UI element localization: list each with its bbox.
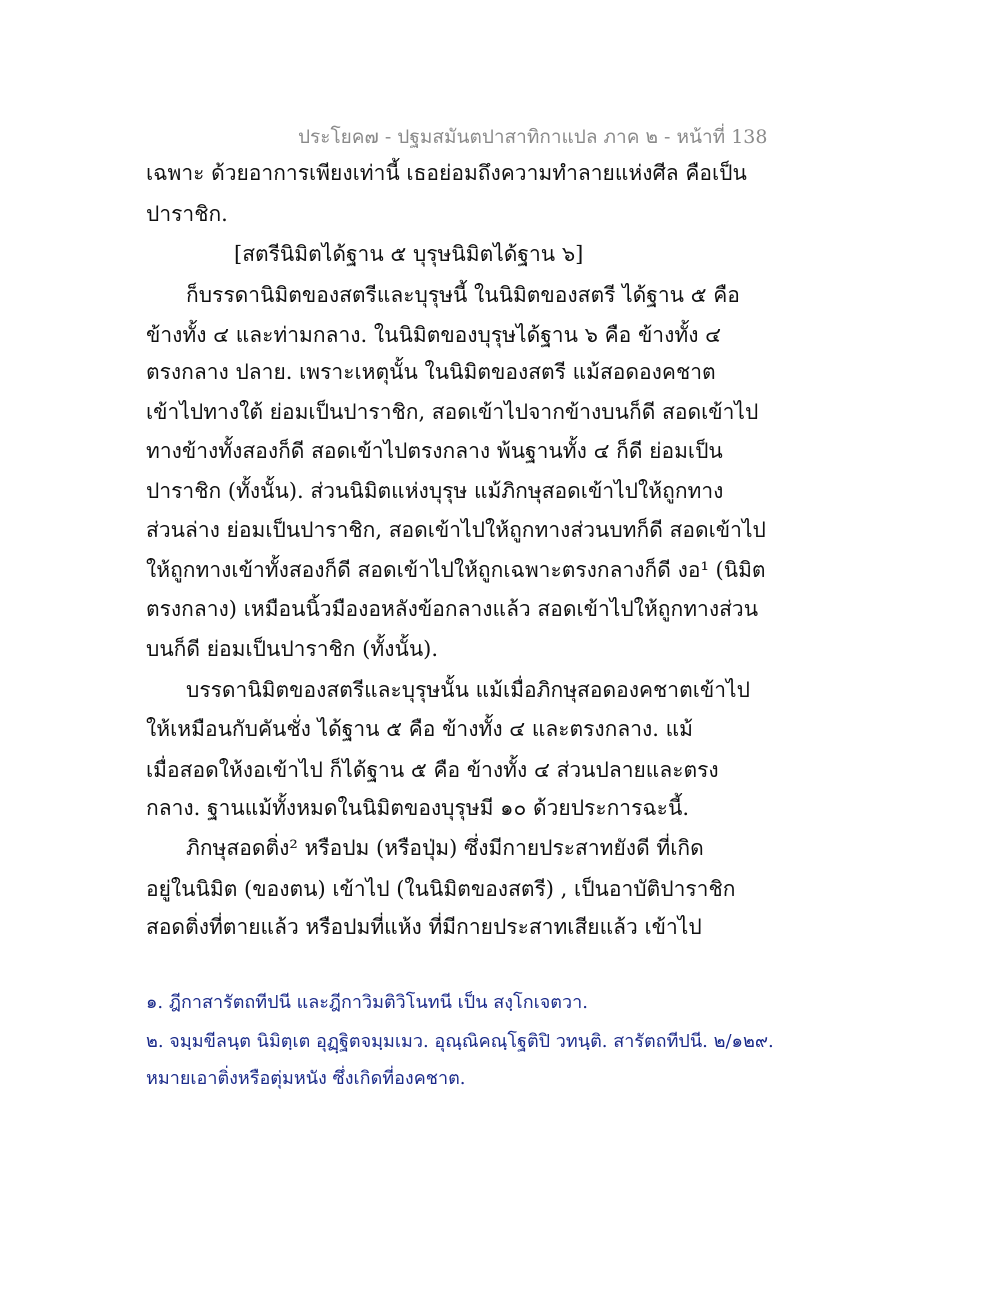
text-line: ตรงกลาง ปลาย. เพราะเหตุนั้น ในนิมิตของสตรี แม้สอดองคชาต (146, 360, 716, 384)
text-line: อยู่ในนิมิต (ของตน) เข้าไป (ในนิมิตของสตรี) , เป็นอาบัติปาราชิก (146, 877, 736, 901)
text-line: กลาง. ฐานแม้ทั้งหมดในนิมิตของบุรุษมี ๑๐ ด้วยประการฉะนี้. (146, 796, 689, 820)
text-line: เฉพาะ ด้วยอาการเพียงเท่านี้ เธอย่อมถึงความทำลายแห่งศีล คือเป็น (146, 161, 747, 185)
text-line: ภิกษุสอดติ่ง² หรือปม (หรือปุ่ม) ซึ่งมีกายประสาทยังดี ที่เกิด (186, 836, 704, 860)
footnote-2-continuation: หมายเอาติ่งหรือตุ่มหนัง ซึ่งเกิดที่องคชาต. (146, 1068, 466, 1089)
text-line: บรรดานิมิตของสตรีและบุรุษนั้น แม้เมื่อภิกษุสอดองคชาตเข้าไป (186, 678, 750, 702)
text-line: ปาราชิก (ทั้งนั้น). ส่วนนิมิตแห่งบุรุษ แม้ภิกษุสอดเข้าไปให้ถูกทาง (146, 479, 724, 503)
text-line: ทางข้างทั้งสองก็ดี สอดเข้าไปตรงกลาง พ้นฐานทั้ง ๔ ก็ดี ย่อมเป็น (146, 439, 723, 463)
text-line: ให้ถูกทางเข้าทั้งสองก็ดี สอดเข้าไปให้ถูกเฉพาะตรงกลางก็ดี งอ¹ (นิมิต (146, 558, 766, 582)
text-line: ให้เหมือนกับคันชั่ง ได้ฐาน ๕ คือ ข้างทั้ง ๔ และตรงกลาง. แม้ (146, 717, 694, 741)
text-line: บนก็ดี ย่อมเป็นปาราชิก (ทั้งนั้น). (146, 637, 439, 661)
footnote-2: ๒. จมฺมขีลนฺต นิมิตฺเต อุฏฺฐิตจมฺมเมว. อุณฺณิคณฺโฐติปิ วทนฺติ. สารัตถทีปนี. ๒/๑๒๙. (146, 1031, 774, 1052)
running-header: ประโยค๗ - ปฐมสมันตปาสาทิกาแปล ภาค ๒ - หน้าที่ 138 (298, 126, 768, 148)
text-line: ก็บรรดานิมิตของสตรีและบุรุษนี้ ในนิมิตของสตรี ได้ฐาน ๕ คือ (186, 283, 740, 307)
text-line: ส่วนล่าง ย่อมเป็นปาราชิก, สอดเข้าไปให้ถูกทางส่วนบทก็ดี สอดเข้าไป (146, 518, 766, 542)
section-heading: [สตรีนิมิตได้ฐาน ๕ บุรุษนิมิตได้ฐาน ๖] (234, 242, 584, 266)
text-line: ปาราชิก. (146, 202, 228, 226)
text-line: สอดติ่งที่ตายแล้ว หรือปมที่แห้ง ที่มีกายประสาทเสียแล้ว เข้าไป (146, 915, 702, 939)
text-line: ข้างทั้ง ๔ และท่ามกลาง. ในนิมิตของบุรุษได้ฐาน ๖ คือ ข้างทั้ง ๔ (146, 323, 722, 347)
text-line: เข้าไปทางใต้ ย่อมเป็นปาราชิก, สอดเข้าไปจากข้างบนก็ดี สอดเข้าไป (146, 400, 759, 424)
text-line: เมื่อสอดให้งอเข้าไป ก็ได้ฐาน ๕ คือ ข้างทั้ง ๔ ส่วนปลายและตรง (146, 758, 719, 782)
footnote-1: ๑. ฎีกาสารัตถทีปนี และฎีกาวิมติวิโนทนี เป็น สงฺโกเจตวา. (146, 992, 588, 1013)
text-line: ตรงกลาง) เหมือนนิ้วมืองอหลังข้อกลางแล้ว สอดเข้าไปให้ถูกทางส่วน (146, 597, 759, 621)
